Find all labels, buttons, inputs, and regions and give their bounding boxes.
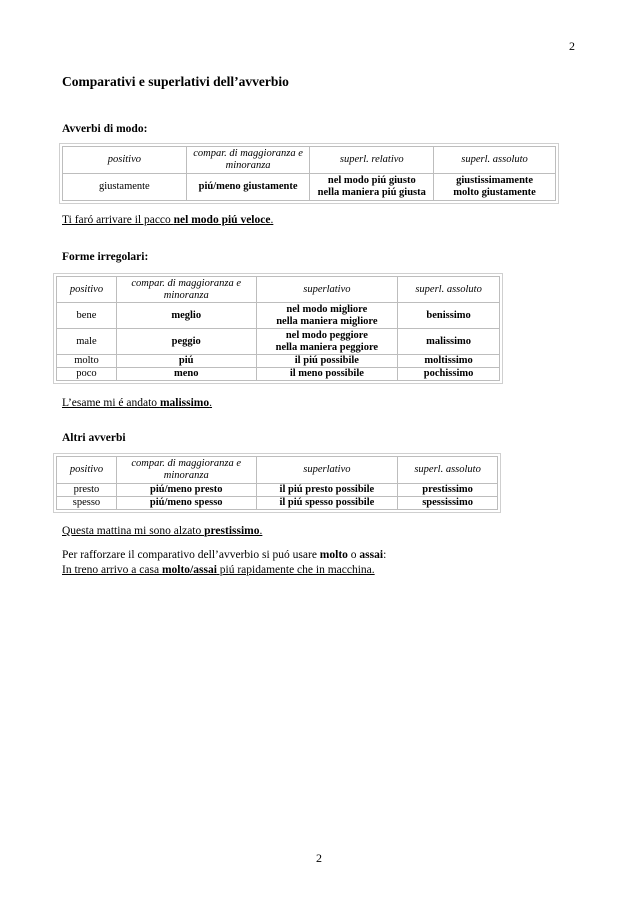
text-span: o bbox=[347, 549, 360, 561]
cell-positivo: male bbox=[57, 329, 117, 355]
cell-assoluto: pochissimo bbox=[398, 368, 500, 381]
text-span: In treno arrivo a casa bbox=[62, 564, 162, 576]
header-cell: positivo bbox=[63, 147, 187, 174]
text-bold: molto/assai bbox=[161, 564, 217, 576]
cell-superlativo bbox=[256, 303, 398, 329]
cell-superlativo-relativo bbox=[310, 174, 434, 201]
cell-positivo: poco bbox=[57, 368, 117, 381]
text-span: Questa mattina mi sono alzato bbox=[62, 525, 205, 537]
table-row bbox=[57, 368, 500, 381]
text-bold: nel modo piú veloce bbox=[173, 214, 271, 226]
section-heading-modo: Avverbi di modo: bbox=[62, 123, 148, 135]
table-header-row bbox=[57, 277, 500, 303]
closing-line-1 bbox=[62, 549, 386, 561]
table-altri-avverbi bbox=[56, 456, 498, 510]
example-sentence-irregolari bbox=[62, 397, 212, 409]
cell-assoluto: prestissimo bbox=[398, 484, 498, 497]
text-span: Per rafforzare il comparativo dell’avverbio si puó usare bbox=[62, 549, 320, 561]
header-cell: superlativo bbox=[256, 457, 398, 484]
example-sentence-altri bbox=[62, 525, 262, 537]
cell-superlativo: il meno possibile bbox=[256, 368, 398, 381]
cell-line: molto giustamente bbox=[453, 187, 536, 198]
cell-superlativo: il piú possibile bbox=[256, 355, 398, 368]
cell-superlativo-assoluto bbox=[434, 174, 556, 201]
page-number-top: 2 bbox=[569, 39, 575, 53]
text-span: L’esame mi é andato bbox=[62, 397, 160, 409]
cell-line: nel modo piú giusto bbox=[327, 175, 416, 186]
header-cell: superl. assoluto bbox=[398, 457, 498, 484]
text-span: Ti faró arrivare il pacco bbox=[62, 214, 174, 226]
section-heading-irregolari: Forme irregolari: bbox=[62, 251, 149, 263]
table-forme-irregolari bbox=[56, 276, 500, 381]
header-cell: compar. di maggioranza e minoranza bbox=[186, 147, 310, 174]
table-row bbox=[63, 174, 556, 201]
cell-line: nel modo peggiore bbox=[285, 329, 368, 341]
text-bold: prestissimo bbox=[204, 525, 260, 537]
cell-positivo: molto bbox=[57, 355, 117, 368]
cell-line: nella maniera migliore bbox=[276, 315, 378, 327]
header-cell: superl. assoluto bbox=[434, 147, 556, 174]
table-row bbox=[57, 497, 498, 510]
cell-line: nel modo migliore bbox=[286, 303, 368, 315]
cell-line: nella maniera peggiore bbox=[275, 341, 379, 353]
cell-superlativo: il piú spesso possibile bbox=[256, 497, 398, 510]
text-span: . bbox=[259, 525, 263, 537]
cell-line: nella maniera piú giusta bbox=[317, 187, 426, 198]
cell-positivo: giustamente bbox=[63, 174, 187, 201]
closing-line-2 bbox=[62, 564, 375, 576]
cell-superlativo bbox=[256, 329, 398, 355]
cell-comparativo: piú/meno presto bbox=[116, 484, 256, 497]
table-header-row bbox=[57, 457, 498, 484]
table-row bbox=[57, 484, 498, 497]
cell-assoluto: moltissimo bbox=[398, 355, 500, 368]
text-bold: malissimo bbox=[159, 397, 210, 409]
header-cell: superl. relativo bbox=[310, 147, 434, 174]
cell-comparativo: piú bbox=[116, 355, 256, 368]
text-span: : bbox=[383, 549, 387, 561]
section-heading-altri: Altri avverbi bbox=[62, 432, 126, 444]
table-avverbi-di-modo bbox=[62, 146, 556, 201]
table-row bbox=[57, 303, 500, 329]
header-cell: compar. di maggioranza e minoranza bbox=[116, 457, 256, 484]
header-cell: compar. di maggioranza e minoranza bbox=[116, 277, 256, 303]
page-number-bottom: 2 bbox=[316, 851, 322, 865]
cell-positivo: spesso bbox=[57, 497, 117, 510]
cell-superlativo: il piú presto possibile bbox=[256, 484, 398, 497]
text-bold: molto bbox=[319, 549, 348, 561]
cell-comparativo: peggio bbox=[116, 329, 256, 355]
cell-comparativo: piú/meno giustamente bbox=[186, 174, 310, 201]
table-row bbox=[57, 329, 500, 355]
cell-line: giustissimamente bbox=[456, 175, 534, 186]
header-cell: positivo bbox=[57, 277, 117, 303]
text-bold: assai bbox=[359, 549, 384, 561]
page-title: Comparativi e superlativi dell’avverbio bbox=[62, 74, 289, 89]
text-span: . bbox=[209, 397, 213, 409]
cell-comparativo: meno bbox=[116, 368, 256, 381]
cell-positivo: bene bbox=[57, 303, 117, 329]
cell-assoluto: malissimo bbox=[398, 329, 500, 355]
table-header-row bbox=[63, 147, 556, 174]
cell-assoluto: spessissimo bbox=[398, 497, 498, 510]
cell-assoluto: benissimo bbox=[398, 303, 500, 329]
cell-positivo: presto bbox=[57, 484, 117, 497]
text-span: piú rapidamente che in macchina. bbox=[216, 564, 375, 576]
header-cell: positivo bbox=[57, 457, 117, 484]
text-span: . bbox=[270, 214, 274, 226]
table-row bbox=[57, 355, 500, 368]
cell-comparativo: meglio bbox=[116, 303, 256, 329]
cell-comparativo: piú/meno spesso bbox=[116, 497, 256, 510]
header-cell: superl. assoluto bbox=[398, 277, 500, 303]
example-sentence-modo bbox=[62, 214, 273, 226]
header-cell: superlativo bbox=[256, 277, 398, 303]
